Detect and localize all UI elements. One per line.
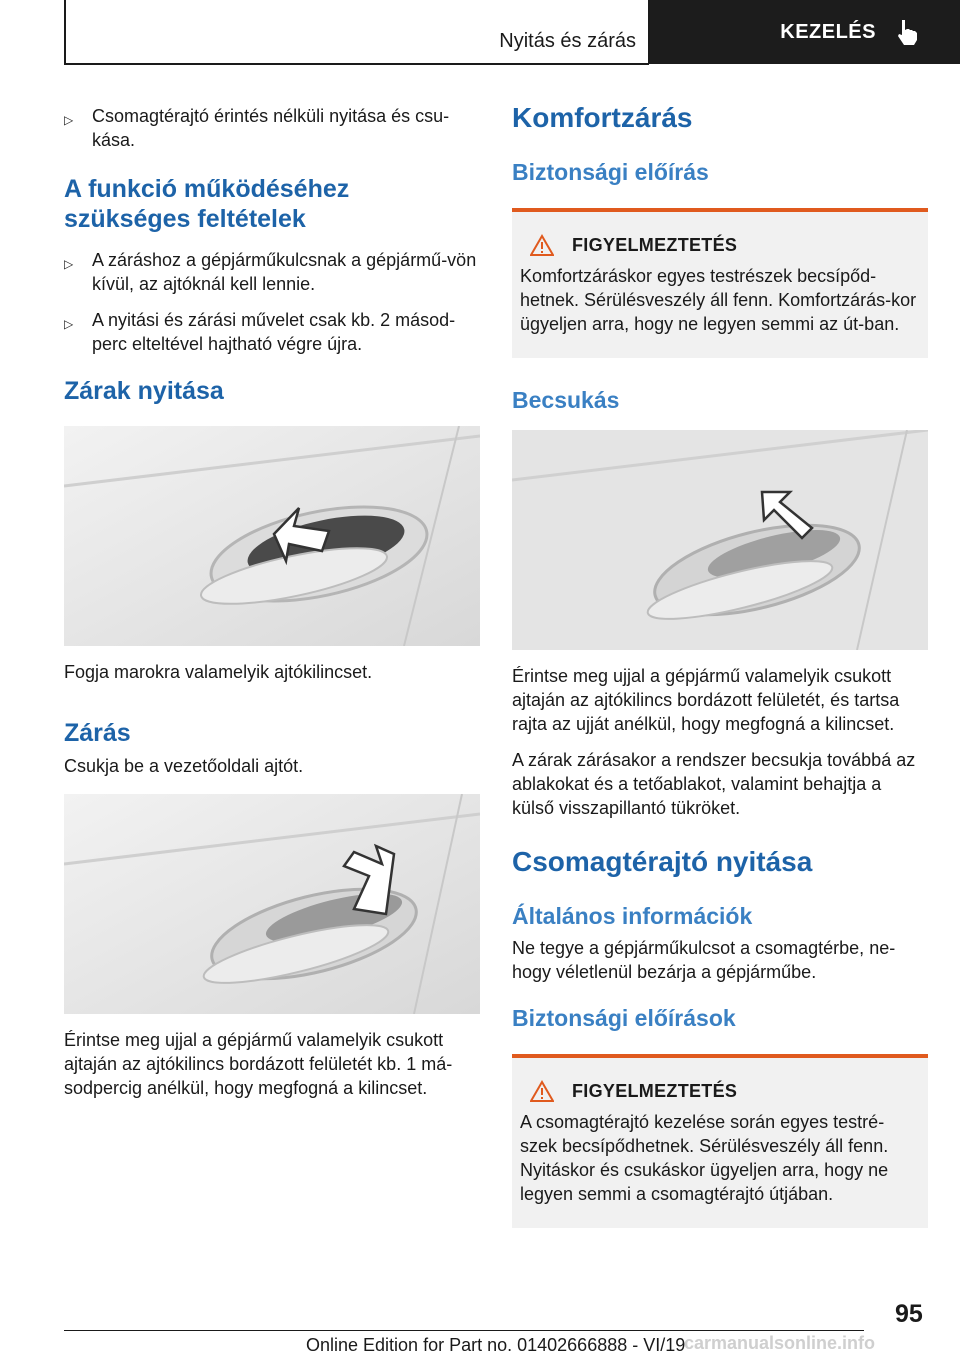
triangle-bullet-icon: ▷ (64, 257, 74, 271)
unlock-heading: Zárak nyitása (64, 377, 224, 405)
footer-watermark: carmanualsonline.info (684, 1333, 876, 1353)
lock-caption: Érintse meg ujjal a gépjármű valamelyik csukott ajtaján az ajtókilincs bordázott felületét kb. 1 má-sodpercig anélkül, hogy megfogná a kilincset. (64, 1030, 453, 1098)
list-item-text: A záráshoz a gépjárműkulcsnak a gépjármű-vön kívül, az ajtóknál kell lennie. (92, 250, 477, 294)
trunk-heading: Csomagtérajtó nyitása (512, 846, 813, 877)
warning-box (512, 208, 928, 358)
warning-text: Komfortzáráskor egyes testrészek becsípőd-hetnek. Sérülésveszély áll fenn. Komfortzárás-kor ügyeljen arra, hogy ne legyen semmi az út-ban. (520, 266, 917, 334)
list-item-text: Csomagtérajtó érintés nélküli nyitása és csu-kása. (92, 106, 450, 150)
header-rule-bottom (64, 63, 649, 65)
triangle-bullet-icon: ▷ (64, 113, 74, 127)
warning-triangle-icon (530, 1080, 554, 1102)
list-item-text: A nyitási és zárási művelet csak kb. 2 másod-perc elteltével hajtható végre újra. (92, 310, 456, 354)
unlock-caption: Fogja marokra valamelyik ajtókilincset. (64, 662, 373, 682)
list-item (64, 248, 480, 296)
warning-box (512, 1054, 928, 1228)
warning-header (520, 234, 920, 256)
warning-header (520, 1080, 920, 1102)
warning-title: FIGYELMEZTETÉS (572, 234, 738, 255)
door-handle-photo-lock (64, 794, 480, 1014)
heading-line: szükséges feltételek (64, 205, 306, 233)
header-rule-left (64, 0, 66, 64)
general-text: Ne tegye a gépjárműkulcsot a csomagtérbe, ne-hogy véletlenül bezárja a gépjárműbe. (512, 938, 896, 982)
triangle-bullet-icon: ▷ (64, 317, 74, 331)
section-heading (64, 174, 480, 234)
safety-heading: Biztonsági előírás (512, 159, 709, 185)
lock-heading: Zárás (64, 719, 131, 747)
footer-rule (64, 1330, 864, 1331)
safety2-heading: Biztonsági előírások (512, 1005, 736, 1031)
list-item (64, 104, 480, 152)
footer-edition: Online Edition for Part no. 01402666888 - VI/19 (306, 1335, 686, 1355)
door-handle-photo-unlock (64, 426, 480, 646)
lock-intro: Csukja be a vezetőoldali ajtót. (64, 756, 304, 776)
header-section-title: Nyitás és zárás (499, 30, 636, 52)
close-heading: Becsukás (512, 387, 620, 413)
header-chapter-tab (650, 0, 960, 64)
close-caption: Érintse meg ujjal a gépjármű valamelyik csukott ajtaján az ajtókilincs bordázott felületét, és tartsa rajta az ujját anélkül, hogy megfogná a kilincset. (512, 666, 900, 734)
pointing-hand-icon (894, 18, 920, 46)
warning-triangle-icon (530, 234, 554, 256)
right-column (512, 100, 928, 1228)
general-heading: Általános információk (512, 903, 753, 929)
header-chapter-title: KEZELÉS (780, 20, 876, 43)
page-number: 95 (895, 1300, 923, 1328)
left-column (64, 100, 480, 1100)
heading-line: A funkció működéséhez (64, 175, 350, 203)
door-handle-photo-close (512, 430, 928, 650)
list-item (64, 308, 480, 356)
warning-title: FIGYELMEZTETÉS (572, 1080, 738, 1101)
comfort-heading: Komfortzárás (512, 102, 693, 133)
warning-text: A csomagtérajtó kezelése során egyes testré-szek becsípődhetnek. Sérülésveszély áll fenn. Nyitáskor és csukáskor ügyeljen arra, hogy ne legyen semmi a csomagtérajtó útjában. (520, 1112, 889, 1204)
close-note: A zárak zárásakor a rendszer becsukja továbbá az ablakokat és a tetőablakot, valamint behajtja a külső visszapillantó tükröket. (512, 750, 916, 818)
